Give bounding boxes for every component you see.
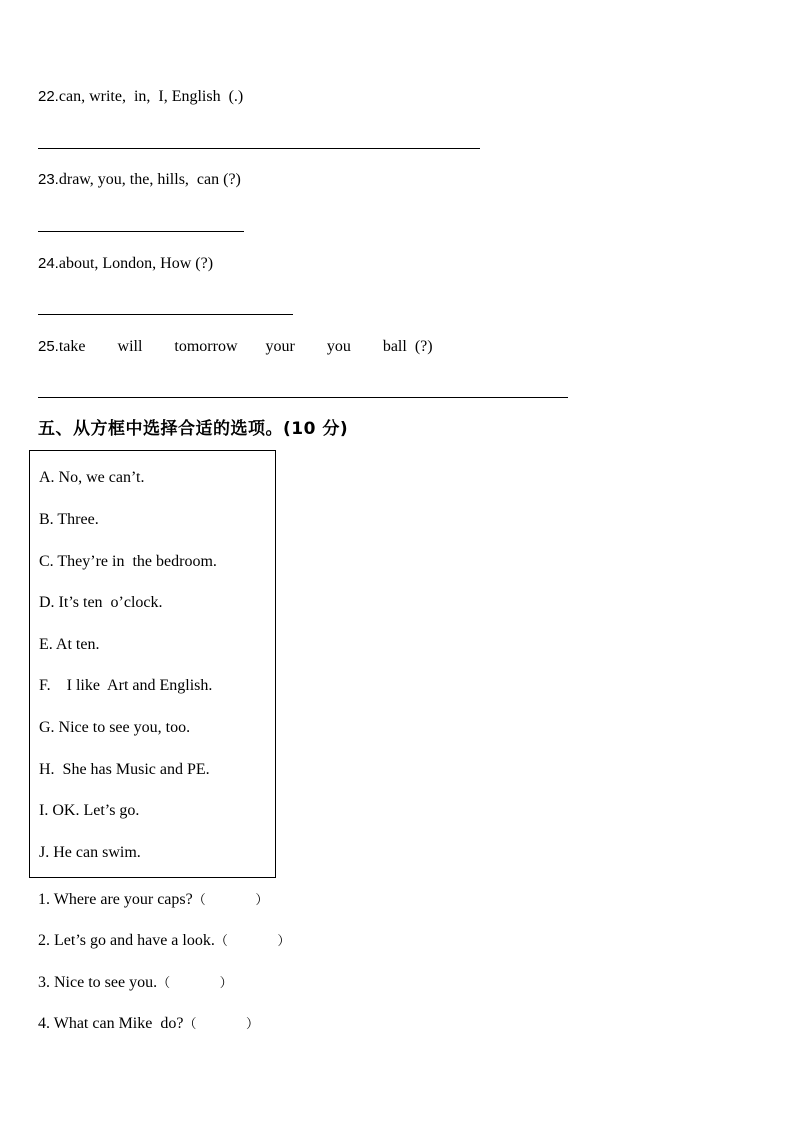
match-question-1 <box>38 890 268 911</box>
match-question-3 <box>38 973 233 994</box>
option-g: G. Nice to see you, too. <box>39 719 191 736</box>
question-number: 23. <box>38 171 59 188</box>
option-f: F. I like Art and English. <box>39 677 213 694</box>
option-j: J. He can swim. <box>39 844 141 861</box>
question-25 <box>38 337 433 357</box>
question-text: 4. What can Mike do? <box>38 1015 184 1032</box>
answer-line-24[interactable] <box>38 314 293 315</box>
match-question-2 <box>38 931 290 952</box>
answer-blank-4[interactable]: （ ） <box>183 1017 260 1032</box>
question-text: take will tomorrow your you ball (?) <box>58 338 433 355</box>
question-23 <box>38 170 241 190</box>
question-number: 22. <box>38 88 59 105</box>
question-text: 2. Let’s go and have a look. <box>38 932 215 949</box>
question-number: 25. <box>38 338 59 355</box>
answer-line-22[interactable] <box>38 148 480 149</box>
option-i: I. OK. Let’s go. <box>39 802 140 819</box>
answer-line-23[interactable] <box>38 231 244 232</box>
option-a: A. No, we can’t. <box>39 469 145 486</box>
answer-blank-2[interactable]: （ ） <box>214 934 291 949</box>
option-b: B. Three. <box>39 511 99 528</box>
question-22 <box>38 87 243 107</box>
options-box <box>29 450 276 878</box>
option-c: C. They’re in the bedroom. <box>39 553 217 570</box>
answer-line-25[interactable] <box>38 397 568 398</box>
answer-blank-1[interactable]: （ ） <box>192 893 269 908</box>
question-text: draw, you, the, hills, can (?) <box>58 171 241 188</box>
option-h: H. She has Music and PE. <box>39 761 210 778</box>
question-text: can, write, in, I, English (.) <box>58 88 244 105</box>
match-question-4 <box>38 1014 259 1035</box>
question-number: 24. <box>38 255 59 272</box>
section-heading: 五、从方框中选择合适的选项。(10 分) <box>38 419 349 439</box>
question-text: 3. Nice to see you. <box>38 974 158 991</box>
question-text: about, London, How (?) <box>58 255 214 272</box>
question-text: 1. Where are your caps? <box>38 891 193 908</box>
option-e: E. At ten. <box>39 636 100 653</box>
option-d: D. It’s ten o’clock. <box>39 594 163 611</box>
question-24 <box>38 254 213 274</box>
answer-blank-3[interactable]: （ ） <box>157 976 233 991</box>
